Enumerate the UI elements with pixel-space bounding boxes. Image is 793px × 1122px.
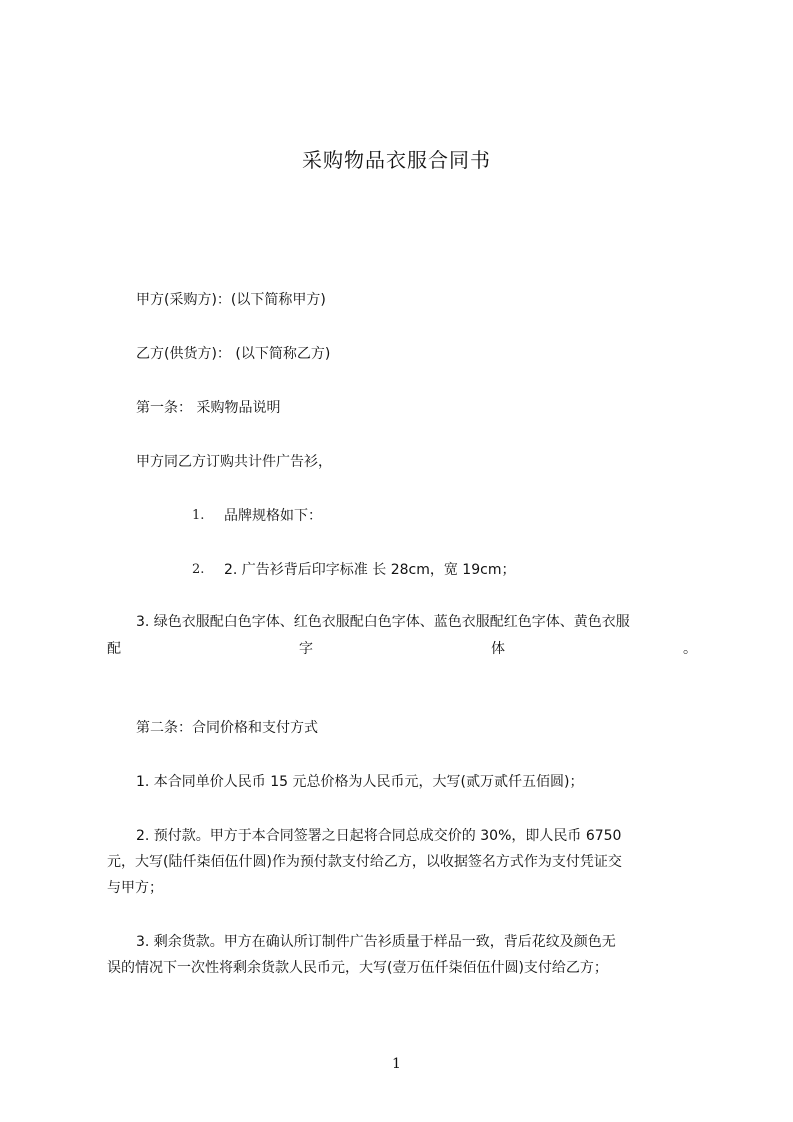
item-3-part: 体 — [491, 641, 505, 657]
party-b-line: 乙方(供货方)： (以下简称乙方) — [136, 346, 331, 362]
item-3-part: 字 — [299, 641, 313, 657]
item-3-part: 配 — [107, 641, 121, 657]
page-number: 1 — [392, 1056, 401, 1072]
item-3-line-2 — [107, 639, 697, 659]
item-2-number: 2. — [192, 562, 205, 577]
document-title: 采购物品衣服合同书 — [302, 148, 491, 172]
article-2-heading: 第二条：合同价格和支付方式 — [136, 720, 318, 736]
clause-1: 1. 本合同单价人民币 15 元总价格为人民币元，大写(贰万贰仟五佰圆)； — [136, 774, 584, 790]
clause-3-line-2: 误的情况下一次性将剩余货款人民币元，大写(壹万伍仟柒佰伍什圆)支付给乙方； — [107, 960, 608, 976]
clause-2-line-1: 2. 预付款。甲方于本合同签署之日起将合同总成交价的 30%，即人民币 6750 — [136, 828, 622, 844]
article-1-heading: 第一条： 采购物品说明 — [136, 400, 281, 416]
item-1-number: 1. — [192, 508, 205, 523]
item-3-line-1: 3. 绿色衣服配白色字体、红色衣服配白色字体、蓝色衣服配红色字体、黄色衣服 — [136, 614, 630, 630]
item-2-text: 2. 广告衫背后印字标准 长 28cm，宽 19cm； — [224, 562, 516, 578]
clause-2-line-3: 与甲方； — [107, 880, 163, 896]
clause-2-line-2: 元，大写(陆仟柒佰伍什圆)作为预付款支付给乙方，以收据签名方式作为支付凭证交 — [107, 854, 622, 870]
item-1-text: 品牌规格如下： — [224, 508, 322, 524]
article-1-intro: 甲方同乙方订购共计件广告衫， — [136, 454, 332, 470]
party-a-line: 甲方(采购方)：(以下简称甲方) — [136, 292, 326, 308]
clause-3-line-1: 3. 剩余货款。甲方在确认所订制件广告衫质量于样品一致，背后花纹及颜色无 — [136, 934, 616, 950]
item-3-part: 。 — [683, 641, 697, 657]
